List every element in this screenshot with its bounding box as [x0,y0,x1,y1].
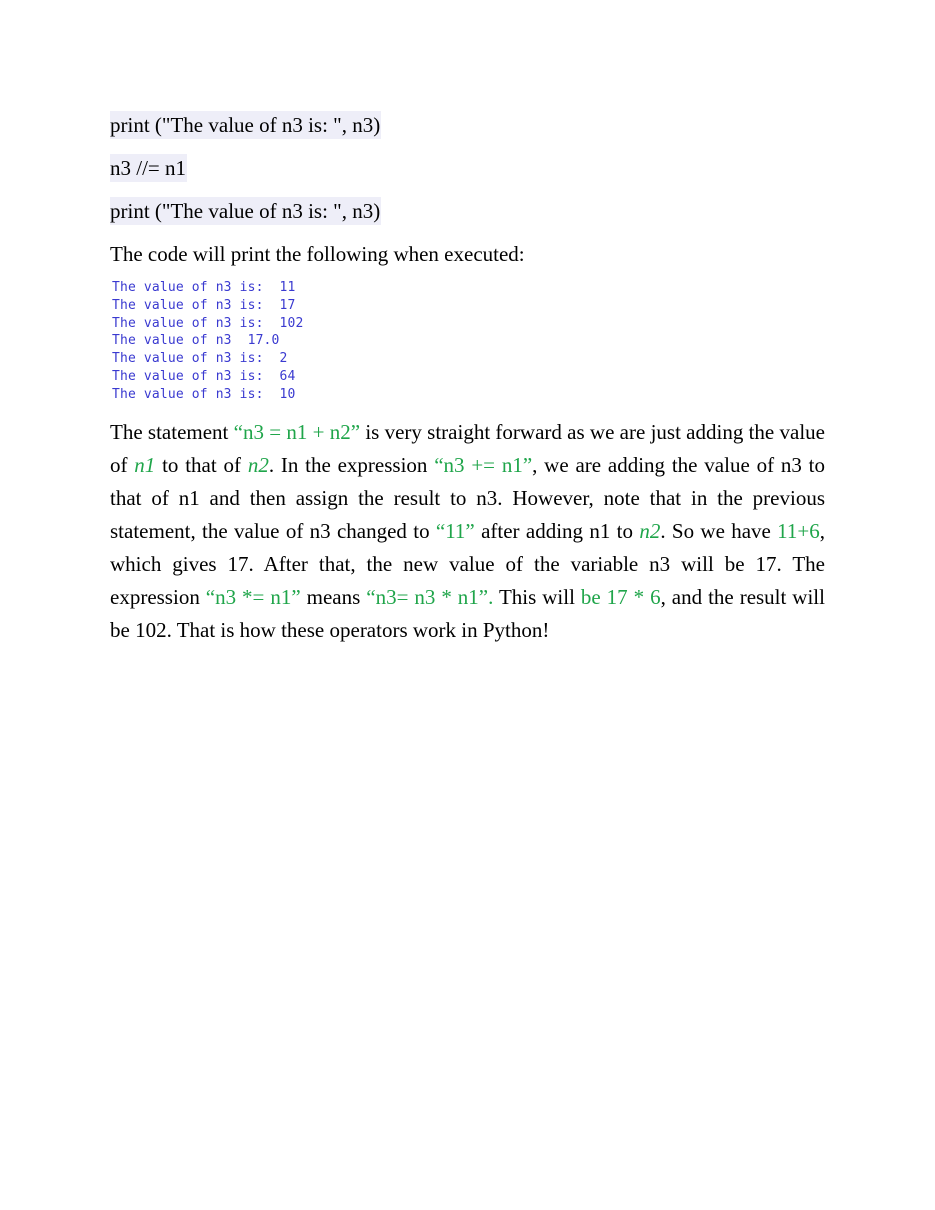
value-highlight: “11” [435,518,475,543]
text: after adding n1 to [474,518,640,543]
text: This will [493,584,581,609]
code-highlight: “n3 += n1” [434,452,533,477]
intro-text: The code will print the following when executed: [110,242,525,266]
code-highlight: “n3 *= n1” [205,584,301,609]
code-line-print-2 [110,198,825,224]
text: , and the result will be 102. That is how these operators work in Python! [110,584,825,642]
code-highlight: “n3= n3 * n1”. [366,584,494,609]
code-text: print ("The value of n3 is: ", n3) [110,199,381,223]
text: to that of [155,452,248,477]
console-line: The value of n3 is: 10 [112,386,296,402]
value-highlight: be 17 * 6 [580,584,661,609]
text: is very straight forward as we are just adding the value of [110,419,825,477]
text: means [300,584,367,609]
text: . In the expression [268,452,435,477]
code-text: n3 //= n1 [110,156,187,180]
code-highlight: “n3 = n1 + n2” [233,419,361,444]
console-line: The value of n3 is: 102 [112,315,304,331]
console-line: The value of n3 is: 2 [112,351,288,367]
explanation-paragraph [110,416,825,647]
code-line-floor-divide [110,155,825,181]
document-content [110,112,825,647]
console-line: The value of n3 17.0 [112,333,280,349]
text: , we are adding the value of n3 to that of n1 and then assign the result to n3. However, note that in the previous statement, the value of n3 changed to [110,452,825,543]
variable-highlight: n1 [134,452,156,477]
console-line: The value of n3 is: 64 [112,368,296,384]
variable-highlight: n2 [639,518,661,543]
console-output-image [112,279,825,404]
code-line-print-1 [110,112,825,138]
variable-highlight: n2 [247,452,269,477]
text: . So we have [660,518,778,543]
console-line: The value of n3 is: 17 [112,297,296,313]
console-line: The value of n3 is: 11 [112,280,296,295]
code-text: print ("The value of n3 is: ", n3) [110,113,381,137]
value-highlight: 11+6 [777,518,820,543]
text: The statement [110,419,234,444]
text: , which gives 17. After that, the new value of the variable n3 will be 17. The expression [110,518,825,609]
